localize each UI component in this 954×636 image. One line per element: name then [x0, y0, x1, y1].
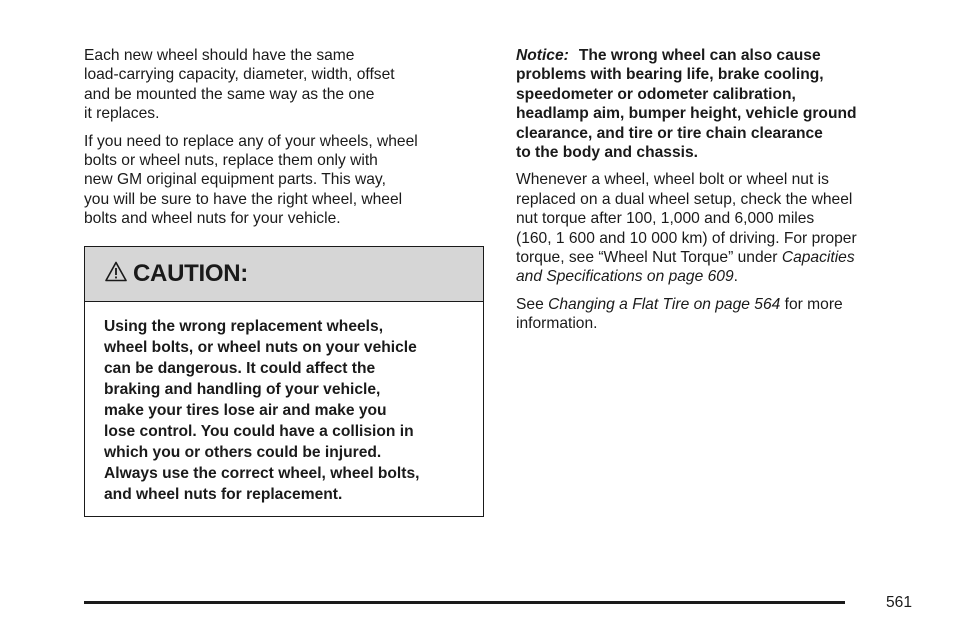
text-line: clearance, and tire or tire chain clearance [516, 124, 823, 142]
notice-line: The wrong wheel can also cause [578, 47, 821, 64]
text-line [516, 295, 916, 314]
text-line: braking and handling of your vehicle, [104, 381, 381, 398]
caution-header [85, 247, 483, 302]
torque-paragraph [516, 170, 916, 286]
text-line: and be mounted the same way as the one [84, 85, 375, 103]
text-segment: . [733, 268, 738, 286]
text-line: Each new wheel should have the same [84, 47, 355, 64]
text-line: wheel bolts, or wheel nuts on your vehicle [104, 339, 417, 356]
warning-triangle-icon [105, 261, 127, 287]
text-line: speedometer or odometer calibration, [516, 85, 796, 103]
text-segment: See [516, 295, 549, 313]
text-line: headlamp aim, bumper height, vehicle ground [516, 105, 857, 123]
page-number: 561 [886, 594, 913, 611]
flat-tire-paragraph [516, 295, 916, 334]
specifications-reference-link[interactable]: and Specifications on page 609 [516, 268, 734, 286]
text-line: new GM original equipment parts. This way, [84, 171, 386, 189]
caution-box [84, 246, 484, 517]
caution-text [85, 302, 483, 505]
text-line: it replaces. [84, 105, 160, 123]
flat-tire-reference-link[interactable]: Changing a Flat Tire on page 564 [548, 295, 781, 313]
text-line: to the body and chassis. [516, 144, 698, 162]
text-line [516, 267, 916, 286]
footer-rule [84, 601, 845, 604]
text-line: Whenever a wheel, wheel bolt or wheel nut is [516, 171, 829, 189]
text-line [516, 248, 916, 267]
text-line: you will be sure to have the right wheel, wheel [84, 190, 403, 208]
text-line: bolts and wheel nuts for your vehicle. [84, 210, 341, 228]
text-line: bolts or wheel nuts, replace them only with [84, 152, 378, 170]
caution-title: CAUTION: [133, 260, 248, 287]
text-line: problems with bearing life, brake cooling, [516, 66, 824, 84]
text-segment: torque, see “Wheel Nut Torque” under [516, 249, 782, 267]
text-line: replaced on a dual wheel setup, check the wheel [516, 190, 853, 208]
text-line: make your tires lose air and make you [104, 402, 387, 419]
text-line: and wheel nuts for replacement. [104, 486, 343, 503]
text-line [516, 46, 916, 65]
text-line: nut torque after 100, 1,000 and 6,000 miles [516, 210, 815, 228]
text-line: Always use the correct wheel, wheel bolts, [104, 465, 420, 482]
text-line: If you need to replace any of your wheels, wheel [84, 132, 418, 150]
text-line: load-carrying capacity, diameter, width, offset [84, 66, 395, 84]
capacities-reference-link[interactable]: Capacities [781, 249, 855, 267]
text-line: which you or others could be injured. [104, 444, 382, 461]
left-column [84, 46, 486, 229]
replacement-paragraph [84, 132, 486, 229]
wheel-spec-paragraph [84, 46, 486, 124]
notice-label: Notice: [516, 47, 569, 64]
text-line: information. [516, 315, 598, 333]
notice-paragraph [516, 46, 916, 162]
text-segment: for more [780, 295, 843, 313]
text-line: lose control. You could have a collision in [104, 423, 414, 440]
right-column [516, 46, 916, 334]
text-line: Using the wrong replacement wheels, [104, 318, 384, 335]
text-line: (160, 1 600 and 10 000 km) of driving. For proper [516, 229, 857, 247]
text-line: can be dangerous. It could affect the [104, 360, 376, 377]
